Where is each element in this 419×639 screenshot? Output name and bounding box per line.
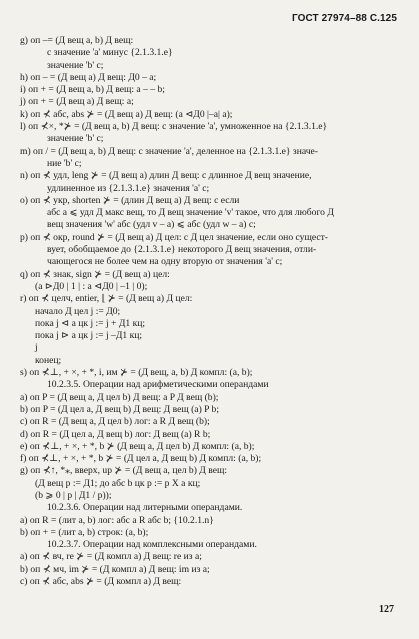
text-line: с значение 'a' минус {2.1.3.1.е}: [47, 47, 173, 59]
text-line: удлиненное из {2.1.3.1.е} значения 'a' с;: [47, 182, 210, 194]
text-line: c) оп ⊀ абс, abs ⊁ = (Д компл а) Д вещ:: [20, 576, 182, 588]
section-heading: 10.2.3.5. Операции над арифметическими операндами: [47, 379, 269, 391]
text-line: a) оп P = (Д вещ а, Д цел b) Д вещ: а P Д вещ (b);: [20, 391, 219, 403]
text-line: o) оп ⊀ укр, shorten ⊁ = (длин Д вещ а) Д вещ: с если: [20, 194, 240, 206]
text-line: c) оп R = (Д вещ а, Д цел b) лог: а R Д вещ (b);: [20, 416, 210, 428]
text-line: n) оп ⊀ удл, leng ⊁ = (Д вещ а) длин Д вещ: с длинное Д вещ значение,: [20, 170, 312, 182]
text-line: j) оп + = (Д вещ а) Д вещ: а;: [20, 96, 134, 108]
section-heading: 10.2.3.7. Операции над комплексными операндами.: [47, 539, 257, 551]
text-line: (b ⩾ 0 | p | Д1 / p));: [35, 489, 112, 501]
text-line: пока j ⊲ а цк j := j + Д1 кц;: [35, 317, 146, 329]
text-line: e) оп ⊀⊥, + ×, + *, b ⊁ (Д вещ а, Д цел b) Д компл: (а, b);: [20, 440, 255, 452]
text-line: вещ значения 'w' абс (удл v – а) ⩽ абс (удл w – а) с;: [47, 219, 256, 231]
text-line: d) оп R = (Д цел а, Д вещ b) лог: Д вещ (а) R b;: [20, 428, 211, 440]
text-line: a) оп R = (лит а, b) лог: абс а R абс b; {10.2.1.n}: [20, 514, 214, 526]
text-line: l) оп ⊀×, *⊁ = (Д вещ а, b) Д вещ: с значение 'a', умноженное на {2.1.3.1.е}: [20, 121, 328, 133]
text-line: r) оп ⊀ целч, entier, ⌊ ⊁ = (Д вещ а) Д цел:: [20, 293, 193, 305]
page-number: 127: [379, 604, 394, 615]
text-line: значение 'b' с;: [47, 59, 104, 71]
text-line: b) оп ⊀ мч, im ⊁ = (Д компл а) Д вещ: im из а;: [20, 563, 210, 575]
text-line: пока j ⊳ а цк j := j –Д1 кц;: [35, 330, 143, 342]
text-line: h) оп – = (Д вещ а) Д вещ: Д0 – а;: [20, 71, 157, 83]
text-line: абс а ⩽ удл Д макс вещ, то Д вещ значение 'v' такое, что для любого Д: [47, 207, 334, 219]
text-line: вует, обобщаемое до {2.1.3.1.е} некоторого Д вещ значения, отли-: [47, 244, 317, 256]
text-line: g) оп ⊀↑, *⁎, вверх, up ⊁ = (Д вещ а, цел b) Д вещ:: [20, 465, 228, 477]
text-line: a) оп ⊀ вч, re ⊁ = (Д компл а) Д вещ: re из а;: [20, 551, 202, 563]
text-line: конец;: [35, 354, 62, 366]
text-line: m) оп / = (Д вещ а, b) Д вещ: с значение 'a', деленное на {2.1.3.1.е} значе-: [20, 145, 318, 157]
text-line: b) оп P = (Д цел а, Д вещ b) Д вещ: Д вещ (а) P b;: [20, 403, 219, 415]
text-line: b) оп + = (лит а, b) строк: (а, b);: [20, 526, 149, 538]
text-line: g) оп –= (Д вещ a, b) Д вещ:: [20, 35, 134, 46]
text-line: (а ⊳Д0 | 1 | : а ⊲Д0 | –1 | 0);: [35, 280, 148, 292]
text-line: значение 'b' с;: [47, 133, 104, 145]
text-line: j: [35, 342, 38, 354]
text-line: i) оп + = (Д вещ а, b) Д вещ: а – – b;: [20, 84, 165, 96]
text-line: s) оп ⊀⊥, + ×, + *, i, им ⊁ = (Д вещ, а, b) Д компл: (а, b);: [20, 367, 253, 379]
page-header: ГОСТ 27974–88 С.125: [291, 13, 397, 24]
text-line: p) оп ⊀ окр, round ⊁ = (Д вещ а) Д цел: с Д цел значение, если оно сущест-: [20, 231, 328, 243]
text-line: ние 'b' с;: [47, 157, 82, 169]
document-body: [20, 35, 408, 588]
section-heading: 10.2.3.6. Операции над литерными операндами.: [47, 502, 243, 514]
text-line: начало Д цел j := Д0;: [35, 305, 121, 317]
text-line: f) оп ⊀⊥, + ×, + *, b ⊁ = (Д цел а, Д вещ b) Д компл: (а, b);: [20, 453, 262, 465]
text-line: чающегося не более чем на одну вторую от значения 'a' с;: [47, 256, 283, 268]
text-line: k) оп ⊀ абс, abs ⊁ = (Д вещ а) Д вещ: (а ⊲Д0 |–а| а);: [20, 108, 233, 120]
text-line: (Д вещ p := Д1; до абс b цк p := p X а кц;: [35, 477, 201, 489]
text-line: q) оп ⊀ знак, sign ⊁ = (Д вещ а) цел:: [20, 268, 170, 280]
